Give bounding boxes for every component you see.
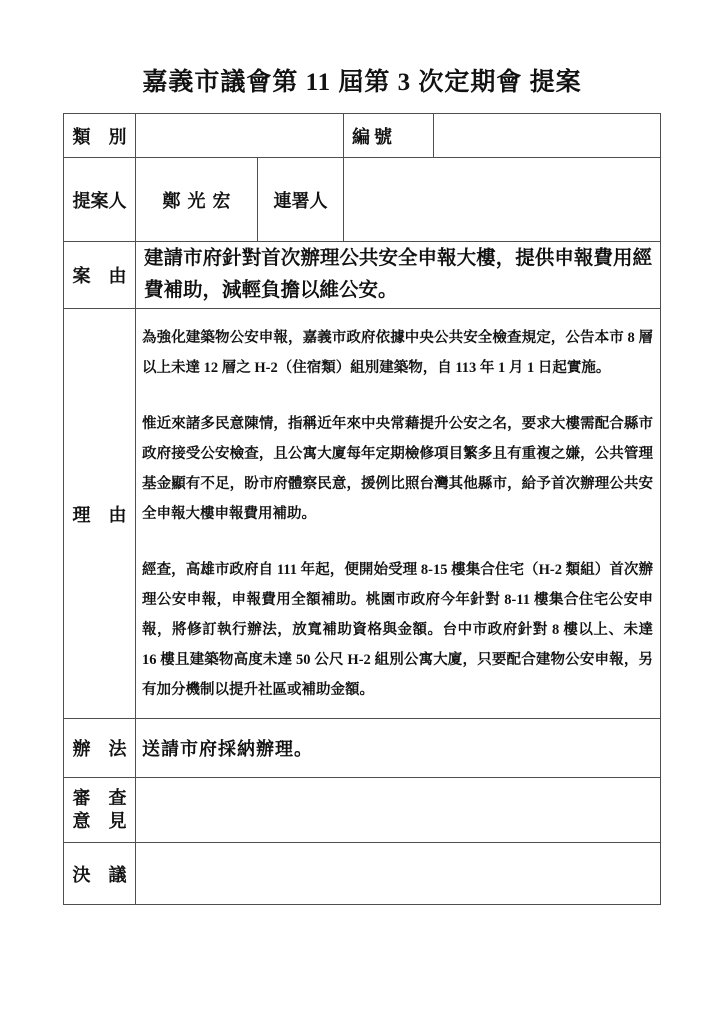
cosigner-value-cell — [344, 158, 660, 241]
proposer-name: 鄭光宏 — [136, 158, 258, 241]
proposal-table — [63, 113, 661, 905]
method-row — [64, 719, 660, 778]
category-value-cell — [136, 114, 344, 157]
cosigner-label: 連署人 — [258, 158, 344, 241]
review-label — [64, 778, 136, 842]
review-label-line1: 審 查 — [72, 788, 127, 808]
proposer-row — [64, 158, 660, 242]
reason-paragraph: 經查，高雄市政府自 111 年起，便開始受理 8-15 樓集合住宅（H-2 類組）首次辦理公安申報，申報費用全額補助。桃園市政府今年針對 8-11 樓集合住宅公安申報，將修訂執行辦法，放寬補助資格與金額。台中市政府針對 8 樓以上、未達 16 樓且建築物高度未達 50 公尺 H-2 組別公寓大廈，只要配合建物公安申報，另有加分機制以提升社區或補助金額。 — [142, 562, 653, 698]
reason-body — [136, 309, 660, 718]
review-row — [64, 778, 660, 843]
method-text — [136, 719, 660, 777]
review-label-line2: 意 見 — [72, 811, 127, 831]
resolution-label: 決 議 — [64, 843, 136, 904]
reason-paragraph: 惟近來諸多民意陳情，指稱近年來中央常藉提升公安之名，要求大樓需配合縣市政府接受公安檢查，且公寓大廈每年定期檢修項目繁多且有重複之嫌，公共管理基金顯有不足，盼市府體察民意，援例比照台灣其他縣市，給予首次辦理公共安全申報大樓申報費用補助。 — [142, 416, 653, 522]
method-label: 辦 法 — [64, 719, 136, 777]
reason-paragraph: 為強化建築物公安申報，嘉義市政府依據中央公共安全檢查規定，公告本市 8 層以上未達 12 層之 H-2（住宿類）組別建築物，自 113 年 1 月 1 日起實施。 — [142, 330, 653, 376]
category-number-row — [64, 114, 660, 158]
proposer-label: 提案人 — [64, 158, 136, 241]
number-value-cell — [434, 114, 660, 157]
reason-label: 理 由 — [64, 309, 136, 718]
subject-label: 案 由 — [64, 242, 136, 308]
subject-text-content: 建請市府針對首次辦理公共安全申報大樓，提供申報費用經費補助，減輕負擔以維公安。 — [144, 248, 652, 301]
subject-text — [136, 242, 660, 308]
reason-row — [64, 309, 660, 719]
resolution-value-cell — [136, 843, 660, 904]
subject-row — [64, 242, 660, 309]
review-value-cell — [136, 778, 660, 842]
method-text-content: 送請市府採納辦理。 — [142, 739, 313, 759]
number-label: 編號 — [344, 114, 434, 157]
category-label: 類 別 — [64, 114, 136, 157]
resolution-row — [64, 843, 660, 904]
page-title: 嘉義市議會第 11 屆第 3 次定期會 提案 — [142, 69, 582, 96]
